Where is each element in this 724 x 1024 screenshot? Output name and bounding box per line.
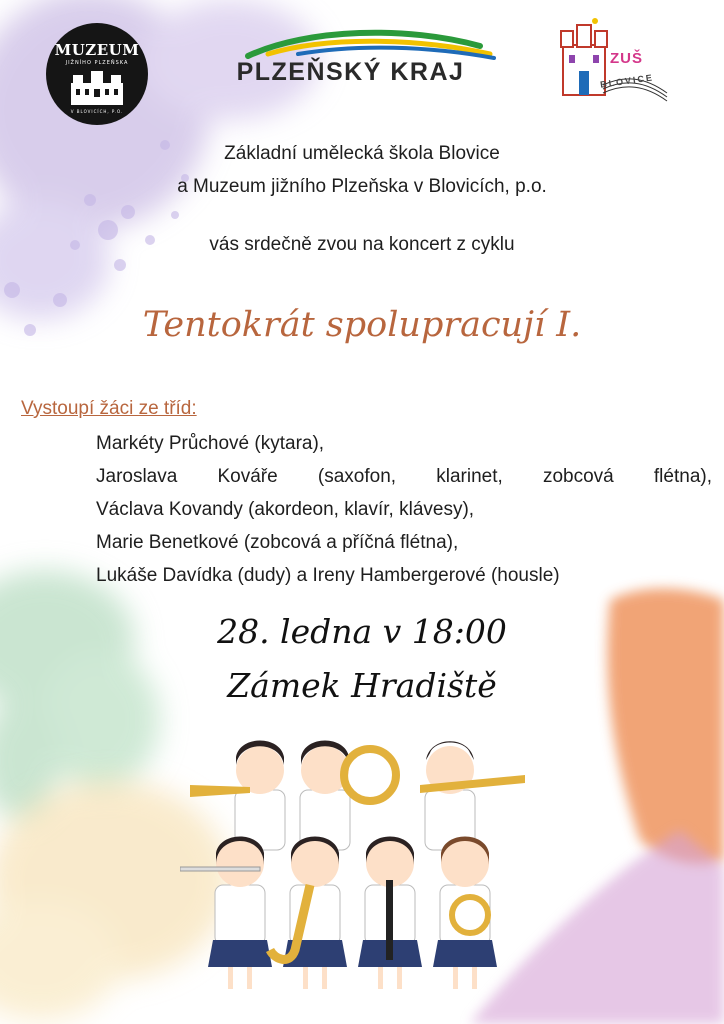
- museum-logo-place: V BLOVICÍCH, P.O.: [70, 109, 124, 114]
- zus-logo-text: [610, 50, 643, 67]
- castle-icon: [67, 69, 127, 107]
- performers-list: [96, 431, 712, 596]
- zus-logo-letters: ZUŠ: [610, 50, 643, 67]
- event-date-time: 28. ledna v 18:00: [217, 612, 507, 651]
- trumpet-player: [190, 741, 285, 851]
- saxophone-player: [270, 837, 347, 990]
- performers-heading: Vystoupí žáci ze tříd:: [21, 398, 197, 419]
- performer-item: Václava Kovandy (akordeon, klavír, klávesy),: [96, 499, 475, 520]
- performer-item: Marie Benetkové (zobcová a příčná flétna),: [96, 532, 459, 553]
- invitation-line-1: Základní umělecká škola Blovice: [224, 143, 500, 164]
- museum-logo-title: MUZEUM: [54, 41, 140, 59]
- performer-item: Markéty Průchové (kytara),: [96, 433, 325, 454]
- invitation-line-3: vás srdečně zvou na koncert z cyklu: [209, 234, 515, 255]
- tuba-player: [300, 741, 396, 851]
- zus-logo-subtitle: BLOVICE: [599, 72, 655, 90]
- invitation-line-2: a Muzeum jižního Plzeňska v Blovicích, p.o.: [177, 176, 547, 197]
- flute-player: [180, 837, 272, 990]
- horn-player: [433, 837, 497, 990]
- museum-logo: [46, 23, 148, 125]
- museum-logo-subtitle: JIŽNÍHO PLZEŇSKA: [65, 60, 129, 66]
- concert-title: Tentokrát spolupracují I.: [142, 305, 582, 345]
- kraj-logo-text: PLZEŇSKÝ KRAJ: [236, 58, 465, 86]
- clarinet-player: [358, 837, 422, 990]
- student-band-illustration: [180, 735, 540, 1010]
- performer-item: Lukáše Davídka (dudy) a Ireny Hambergerové (housle): [96, 565, 560, 586]
- event-venue: Zámek Hradiště: [227, 666, 497, 705]
- trombone-player: [420, 741, 525, 850]
- performer-item: Jaroslava Kováře (saxofon, klarinet, zobcová flétna),: [96, 466, 712, 487]
